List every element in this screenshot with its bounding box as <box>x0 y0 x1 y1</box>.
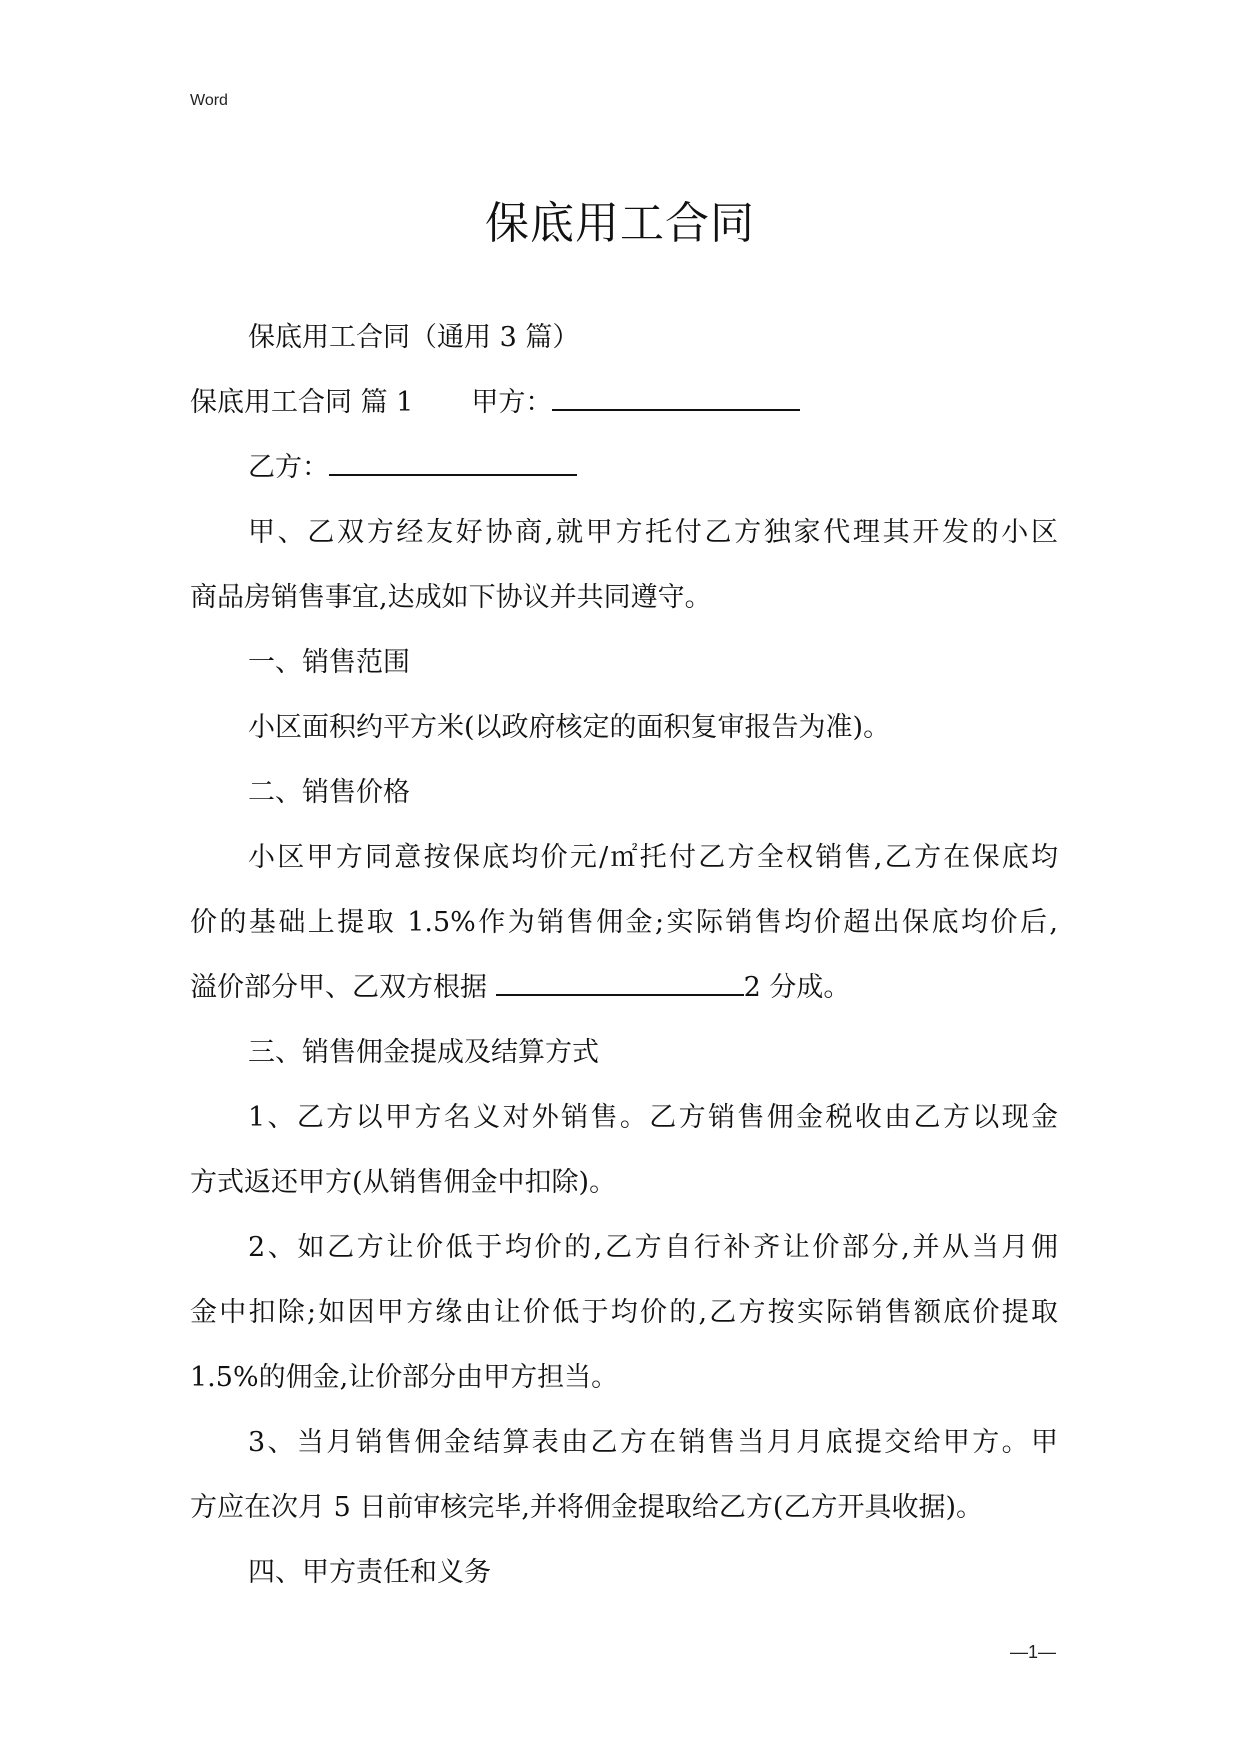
price-line-1: 小区甲方同意按保底均价元/㎡托付乙方全权销售,乙方在保底均 <box>248 842 1058 873</box>
intro-line-2: 商品房销售事宜,达成如下协议并共同遵守。 <box>190 582 712 613</box>
item-3-line-1: 3、当月销售佣金结算表由乙方在销售当月月底提交给甲方。甲 <box>248 1427 1058 1458</box>
item-2-line-1: 2、如乙方让价低于均价的,乙方自行补齐让价部分,并从当月佣 <box>248 1232 1058 1263</box>
item-3-line-2: 方应在次月 5 日前审核完毕,并将佣金提取给乙方(乙方开具收据)。 <box>190 1492 983 1523</box>
paragraph-sales-scope: 小区面积约平方米(以政府核定的面积复审报告为准)。 <box>248 712 891 743</box>
section-label: 保底用工合同 篇 1 <box>190 387 414 418</box>
party-a-label: 甲方： <box>471 387 553 418</box>
price-line-3 <box>190 955 1058 1020</box>
price-line-2: 价的基础上提取 1.5%作为销售佣金;实际销售均价超出保底均价后, <box>190 907 1058 938</box>
intro-line-1: 甲、乙双方经友好协商,就甲方托付乙方独家代理其开发的小区 <box>248 517 1058 548</box>
item-2-line-2: 金中扣除;如因甲方缘由让价低于均价的,乙方按实际销售额底价提取 <box>190 1297 1058 1328</box>
section-line <box>190 370 1058 435</box>
party-b-blank <box>329 452 577 476</box>
item-2-line-3: 1.5%的佣金,让价部分由甲方担当。 <box>190 1362 619 1393</box>
item-1-line-2: 方式返还甲方(从销售佣金中扣除)。 <box>190 1167 617 1198</box>
item-1-line-1: 1、乙方以甲方名义对外销售。乙方销售佣金税收由乙方以现金 <box>248 1102 1058 1133</box>
party-b-label: 乙方： <box>248 452 329 483</box>
page-number: —1— <box>1009 1642 1056 1662</box>
document-title: 保底用工合同 <box>485 198 755 249</box>
heading-sales-price: 二、销售价格 <box>248 777 410 808</box>
split-ratio-blank <box>496 972 744 996</box>
price-line-3-prefix: 溢价部分甲、乙双方根据 <box>190 972 496 1003</box>
price-line-3-suffix: 2 分成。 <box>743 972 851 1003</box>
party-a-blank <box>552 387 800 411</box>
heading-party-a-duties: 四、甲方责任和义务 <box>248 1557 491 1588</box>
heading-sales-scope: 一、销售范围 <box>248 647 410 678</box>
subtitle: 保底用工合同（通用 3 篇） <box>248 322 580 353</box>
document-body <box>190 305 1058 1605</box>
header-label: Word <box>190 92 228 109</box>
heading-commission: 三、销售佣金提成及结算方式 <box>248 1037 599 1068</box>
party-b-line <box>190 435 1058 500</box>
